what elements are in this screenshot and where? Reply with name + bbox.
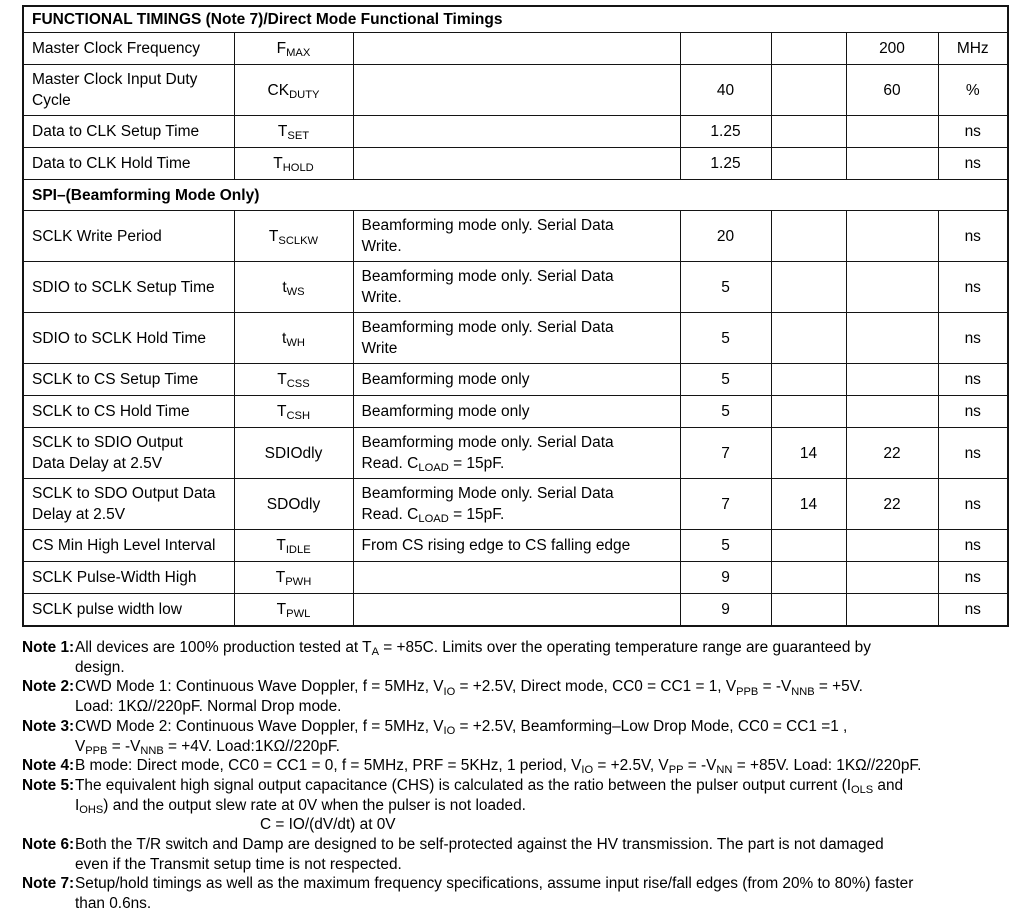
note-line: even if the Transmit setup time is not respected. [75,855,402,873]
note-formula: C = IO/(dV/dt) at 0V [260,816,396,834]
parameter-cell: Master Clock Input Duty Cycle [23,65,234,116]
table-row [23,148,1008,180]
note-item [22,776,1007,835]
note-line: $V_{PPB} = -V_{NNB} = +4V$. Load:1KΩ//220pF. [75,737,340,757]
symbol-cell: $F_{MAX}$ [234,33,353,65]
max-value-cell [846,562,938,594]
min-value-cell: 9 [680,594,771,627]
note-item [22,677,1007,716]
symbol-cell: SDOdly [234,479,353,530]
conditions-cell [353,594,680,627]
typ-value-cell [771,562,846,594]
functional-timings-table [22,5,1009,627]
min-value-cell: 5 [680,313,771,364]
note-line: CWD Mode 2: Continuous Wave Doppler, f = 5MHz, $V_{IO} = +2.5V$, Beamforming–Low Drop Mode, CC0 = CC1 =1 , [75,717,848,737]
note-item [22,638,1007,677]
note-line: The equivalent high signal output capacitance (CHS) is calculated as the ratio between the pulser output current ($I_{OLS}$ and [75,776,904,797]
typ-value-cell: 14 [771,479,846,530]
units-cell: ns [938,313,1008,364]
parameter-cell: SCLK to CS Hold Time [23,396,234,428]
min-value-cell: 9 [680,562,771,594]
symbol-cell: $T_{SET}$ [234,116,353,148]
symbol-cell: $T_{CSS}$ [234,364,353,396]
note-line: Both the T/R switch and Damp are designed to be self-protected against the HV transmission. The part is not damaged [75,836,884,854]
max-value-cell: 200 [846,33,938,65]
table-row [23,65,1008,116]
max-value-cell [846,116,938,148]
units-cell: ns [938,594,1008,627]
symbol-cell: $T_{CSH}$ [234,396,353,428]
min-value-cell: 20 [680,211,771,262]
max-value-cell [846,530,938,562]
note-line: All devices are 100% production tested at $T_A = +85C$. Limits over the operating temperature range are guaranteed by [75,639,871,659]
note-text [75,677,1007,716]
units-cell: % [938,65,1008,116]
units-cell: ns [938,148,1008,180]
units-cell: ns [938,396,1008,428]
symbol-cell: $T_{IDLE}$ [234,530,353,562]
notes-section [22,638,1007,914]
note-item [22,756,1007,776]
typ-value-cell [771,148,846,180]
max-value-cell [846,262,938,313]
typ-value-cell: 14 [771,428,846,479]
units-cell: ns [938,262,1008,313]
units-cell: MHz [938,33,1008,65]
conditions-cell [353,148,680,180]
max-value-cell [846,148,938,180]
units-cell: ns [938,211,1008,262]
table-row [23,116,1008,148]
max-value-cell [846,396,938,428]
conditions-cell: From CS rising edge to CS falling edge [353,530,680,562]
table-row [23,562,1008,594]
units-cell: ns [938,562,1008,594]
min-value-cell [680,33,771,65]
note-line: $I_{OHS}$) and the output slew rate at 0V when the pulser is not loaded. [75,796,526,816]
symbol-cell: $t_{WS}$ [234,262,353,313]
section-header: SPI–(Beamforming Mode Only) [23,180,1008,211]
conditions-cell: Beamforming Mode only. Serial Data Read. $C_{LOAD} = 15pF$. [353,479,680,530]
typ-value-cell [771,262,846,313]
note-line: Setup/hold timings as well as the maximum frequency specifications, assume input rise/fall edges (from 20% to 80%) faster [75,875,914,893]
conditions-cell: Beamforming mode only [353,364,680,396]
min-value-cell: 7 [680,479,771,530]
typ-value-cell [771,313,846,364]
note-label: Note 2: [22,678,75,696]
min-value-cell: 5 [680,396,771,428]
parameter-cell: SDIO to SCLK Setup Time [23,262,234,313]
max-value-cell [846,364,938,396]
typ-value-cell [771,116,846,148]
parameter-cell: CS Min High Level Interval [23,530,234,562]
typ-value-cell [771,594,846,627]
parameter-cell: SCLK to CS Setup Time [23,364,234,396]
typ-value-cell [771,211,846,262]
conditions-cell: Beamforming mode only. Serial Data Write [353,313,680,364]
units-cell: ns [938,530,1008,562]
units-cell: ns [938,428,1008,479]
note-line: Load: 1KΩ//220pF. Normal Drop mode. [75,698,342,716]
parameter-cell: SCLK Pulse-Width High [23,562,234,594]
note-text [75,874,1007,913]
min-value-cell: 40 [680,65,771,116]
max-value-cell [846,313,938,364]
table-row [23,428,1008,479]
parameter-cell: Master Clock Frequency [23,33,234,65]
note-line: B mode: Direct mode, CC0 = CC1 = 0, f = 5MHz, PRF = 5KHz, 1 period, $V_{IO} = +2.5V$, $V_{PP} = -V_{NN} = +85V$. Load: 1KΩ//220pF. [75,757,922,777]
typ-value-cell [771,364,846,396]
note-text [75,776,1007,835]
note-label: Note 3: [22,717,75,735]
symbol-cell: $T_{PWH}$ [234,562,353,594]
section-row [23,180,1008,211]
table-title-row [23,6,1008,33]
conditions-cell [353,116,680,148]
min-value-cell: 5 [680,262,771,313]
table-row [23,479,1008,530]
symbol-cell: SDIOdly [234,428,353,479]
parameter-cell: SCLK to SDO Output Data Delay at 2.5V [23,479,234,530]
conditions-cell: Beamforming mode only. Serial Data Write. [353,262,680,313]
units-cell: ns [938,479,1008,530]
max-value-cell: 22 [846,428,938,479]
table-row [23,396,1008,428]
min-value-cell: 5 [680,364,771,396]
note-item [22,835,1007,874]
symbol-cell: $t_{WH}$ [234,313,353,364]
symbol-cell: $T_{SCLKW}$ [234,211,353,262]
note-line: CWD Mode 1: Continuous Wave Doppler, f = 5MHz, $V_{IO} = +2.5V$, Direct mode, CC0 = CC1 = 1, $V_{PPB} = -V_{NNB} = +5V$. [75,678,863,698]
conditions-cell [353,33,680,65]
note-label: Note 5: [22,776,75,794]
symbol-cell: $CK_{DUTY}$ [234,65,353,116]
typ-value-cell [771,396,846,428]
note-line: than 0.6ns. [75,895,152,913]
parameter-cell: SCLK pulse width low [23,594,234,627]
note-text [75,717,1007,756]
table-row [23,33,1008,65]
symbol-cell: $T_{HOLD}$ [234,148,353,180]
note-label: Note 7: [22,875,75,893]
table-row [23,594,1008,627]
max-value-cell [846,594,938,627]
parameter-cell: Data to CLK Hold Time [23,148,234,180]
typ-value-cell [771,530,846,562]
table-row [23,211,1008,262]
parameter-cell: SCLK to SDIO Output Data Delay at 2.5V [23,428,234,479]
note-item [22,874,1007,913]
table-title: FUNCTIONAL TIMINGS (Note 7)/Direct Mode Functional Timings [23,6,1008,33]
note-label: Note 6: [22,836,75,854]
symbol-cell: $T_{PWL}$ [234,594,353,627]
max-value-cell [846,211,938,262]
min-value-cell: 1.25 [680,148,771,180]
max-value-cell: 22 [846,479,938,530]
typ-value-cell [771,65,846,116]
conditions-cell: Beamforming mode only. Serial Data Read. $C_{LOAD} = 15pF$. [353,428,680,479]
min-value-cell: 7 [680,428,771,479]
units-cell: ns [938,364,1008,396]
note-item [22,717,1007,756]
typ-value-cell [771,33,846,65]
note-text [75,756,1007,776]
note-text [75,835,1007,874]
table-row [23,530,1008,562]
min-value-cell: 1.25 [680,116,771,148]
parameter-cell: SCLK Write Period [23,211,234,262]
note-label: Note 1: [22,639,75,656]
parameter-cell: SDIO to SCLK Hold Time [23,313,234,364]
parameter-cell: Data to CLK Setup Time [23,116,234,148]
note-text [75,638,1007,677]
conditions-cell: Beamforming mode only. Serial Data Write. [353,211,680,262]
note-label: Note 4: [22,757,75,775]
units-cell: ns [938,116,1008,148]
min-value-cell: 5 [680,530,771,562]
table-row [23,313,1008,364]
conditions-cell: Beamforming mode only [353,396,680,428]
max-value-cell: 60 [846,65,938,116]
conditions-cell [353,65,680,116]
table-row [23,262,1008,313]
note-line: design. [75,658,125,676]
conditions-cell [353,562,680,594]
table-row [23,364,1008,396]
